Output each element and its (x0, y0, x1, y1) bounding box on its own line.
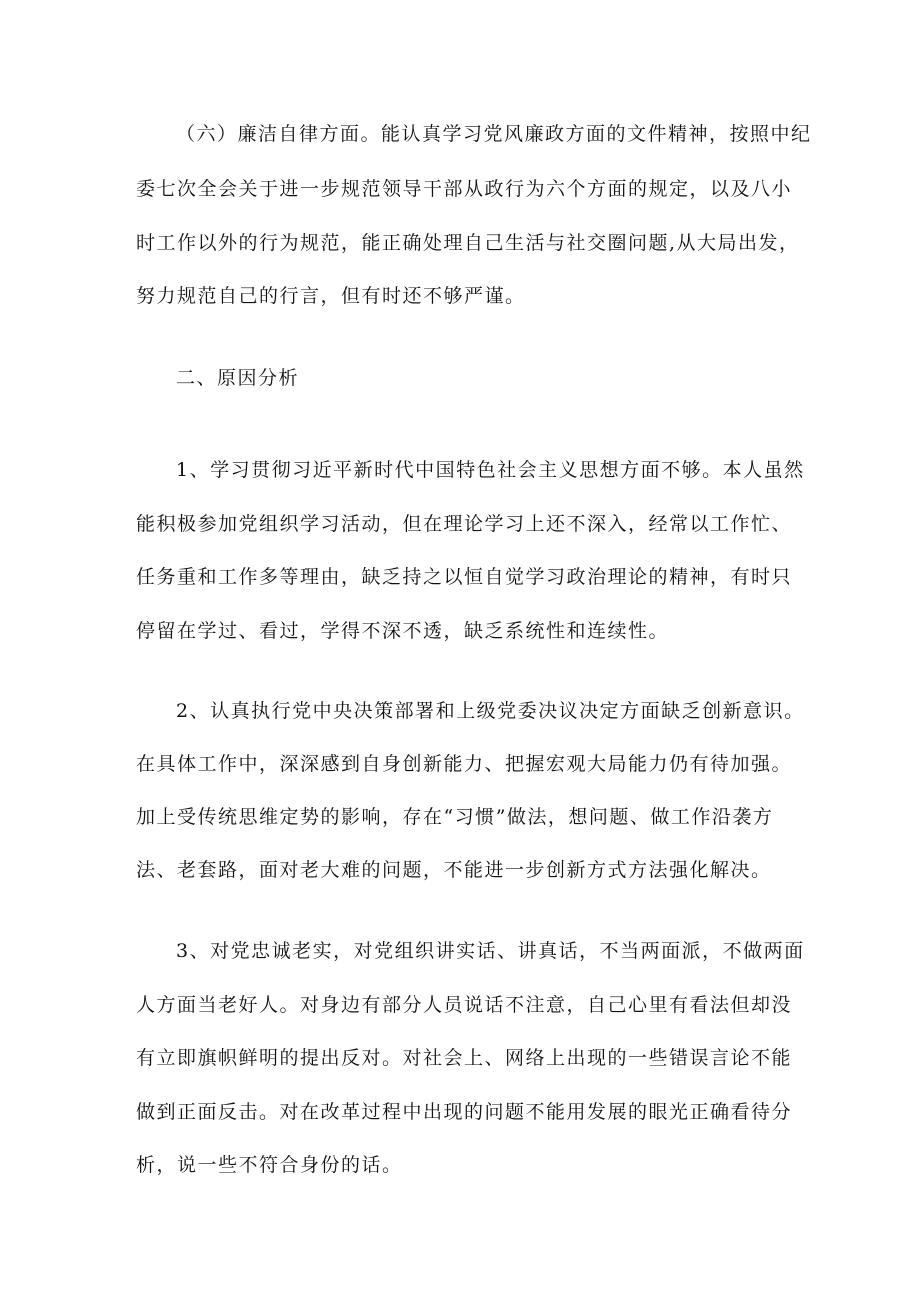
paragraph-line: （六）廉洁自律方面。能认真学习党风廉政方面的文件精神，按照中纪 (176, 123, 812, 145)
section-heading: 二、原因分析 (176, 367, 300, 389)
paragraph-line: 委七次全会关于进一步规范领导干部从政行为六个方面的规定，以及八小 (136, 178, 793, 200)
paragraph-line: 时工作以外的行为规范，能正确处理自己生活与社交圈问题,从大局出发， (136, 232, 800, 254)
paragraph-line: 在具体工作中，深深感到自身创新能力、把握宏观大局能力仍有待加强。 (136, 753, 793, 775)
paragraph-line: 人方面当老好人。对身边有部分人员说话不注意，自己心里有看法但却没 (136, 994, 793, 1016)
paragraph-line: 有立即旗帜鲜明的提出反对。对社会上、网络上出现的一些错误言论不能 (136, 1047, 793, 1069)
paragraph-line: 析，说一些不符合身份的话。 (136, 1154, 403, 1176)
paragraph-line: 做到正面反击。对在改革过程中出现的问题不能用发展的眼光正确看待分 (136, 1101, 793, 1123)
paragraph-line: 加上受传统思维定势的影响，存在“习惯”做法，想问题、做工作沿袭方 (136, 806, 774, 828)
paragraph-line: 3、对党忠诚老实，对党组织讲实话、讲真话，不当两面派，不做两面 (176, 940, 805, 962)
paragraph-line: 1、学习贯彻习近平新时代中国特色社会主义思想方面不够。本人虽然 (176, 459, 805, 481)
paragraph-line: 法、老套路，面对老大难的问题，不能进一步创新方式方法强化解决。 (136, 859, 772, 881)
paragraph-line: 停留在学过、看过，学得不深不透，缺乏系统性和连续性。 (136, 620, 670, 642)
paragraph-line: 努力规范自己的行言，但有时还不够严谨。 (136, 285, 526, 307)
paragraph-line: 2、认真执行党中央决策部署和上级党委决议决定方面缺乏创新意识。 (176, 700, 805, 722)
paragraph-line: 能积极参加党组织学习活动，但在理论学习上还不深入，经常以工作忙、 (136, 513, 793, 535)
paragraph-line: 任务重和工作多等理由，缺乏持之以恒自觉学习政治理论的精神，有时只 (136, 566, 793, 588)
